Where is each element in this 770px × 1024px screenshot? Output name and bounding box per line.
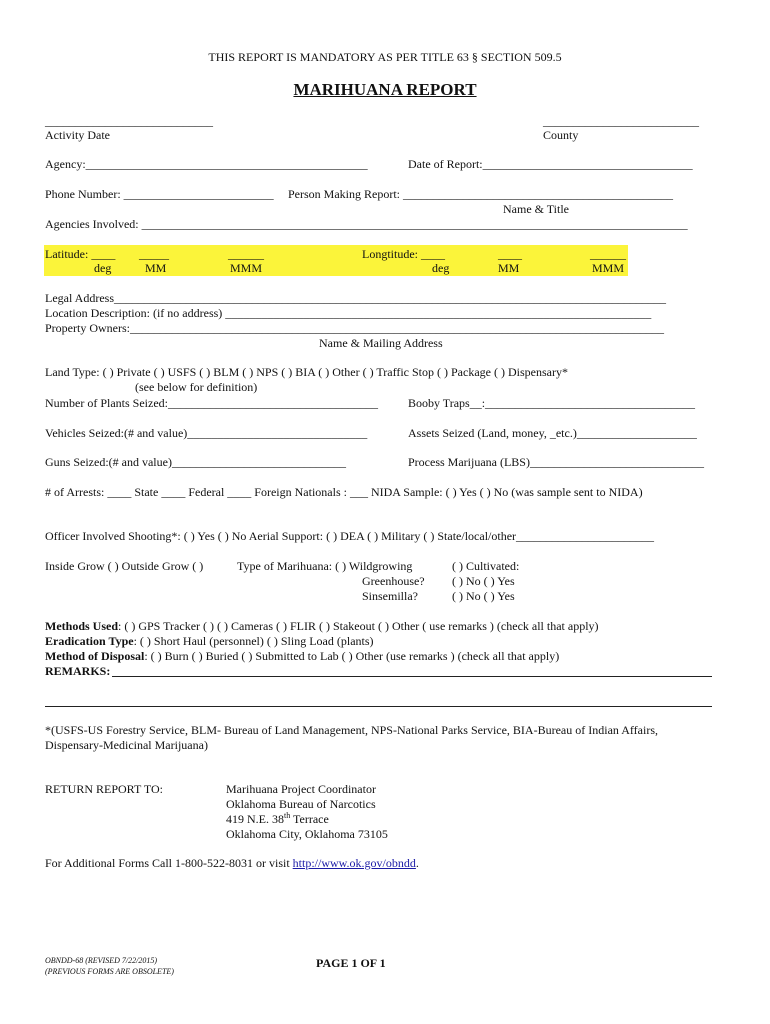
page-number: PAGE 1 OF 1 <box>316 956 386 970</box>
cultivated-option[interactable]: ( ) Cultivated: <box>452 559 520 573</box>
latitude-mm-caption: MM <box>145 261 167 275</box>
methods-used-options[interactable]: : ( ) GPS Tracker ( ) ( ) Cameras ( ) FLIR ( ) Stakeout ( ) Other ( use remarks ) (check all that apply) <box>118 619 599 633</box>
remarks-line-2[interactable] <box>45 706 712 707</box>
methods-used-label: Methods Used <box>45 619 119 633</box>
longitude-mmm-caption: MMM <box>592 261 625 275</box>
activity-date-field[interactable]: ____________________________ <box>45 114 213 128</box>
land-type-note: (see below for definition) <box>135 380 258 394</box>
booby-traps-field[interactable]: Booby Traps__:___________________________________ <box>408 396 696 410</box>
latitude-field[interactable]: Latitude: ____ <box>45 247 116 261</box>
methods-used-row[interactable] <box>45 619 599 633</box>
latitude-mmm-caption: MMM <box>230 261 263 275</box>
plants-seized-field[interactable]: Number of Plants Seized:___________________________________ <box>45 396 378 410</box>
greenhouse-label: Greenhouse? <box>362 574 425 588</box>
longitude-field[interactable]: Longtitude: ____ <box>362 247 445 261</box>
date-of-report-field[interactable]: Date of Report:___________________________________ <box>408 157 693 171</box>
guns-seized-field[interactable]: Guns Seized:(# and value)_____________________________ <box>45 455 346 469</box>
disposal-method-options[interactable]: : ( ) Burn ( ) Buried ( ) Submitted to Lab ( ) Other (use remarks ) (check all that apply) <box>144 649 560 663</box>
footnote-line-2: Dispensary-Medicinal Marijuana) <box>45 738 208 752</box>
disposal-method-row[interactable] <box>45 649 559 663</box>
footnote-line-1: *(USFS-US Forestry Service, BLM- Bureau of Land Management, NPS-National Parks Service, BIA-Bureau of Indian Affairs, <box>45 723 658 737</box>
obndd-website-link[interactable]: http://www.ok.gov/obndd <box>292 856 416 870</box>
eradication-type-options[interactable]: : ( ) Short Haul (personnel) ( ) Sling Load (plants) <box>133 634 374 648</box>
return-report-label: RETURN REPORT TO: <box>45 782 163 796</box>
agencies-involved-field[interactable]: Agencies Involved: ___________________________________________________________________________________________ <box>45 217 688 231</box>
location-description-field[interactable]: Location Description: (if no address) _______________________________________________________________________ <box>45 306 652 320</box>
return-address-line-3: 419 N.E. 38th Terrace <box>226 811 329 826</box>
sinsemilla-options[interactable]: ( ) No ( ) Yes <box>452 589 515 603</box>
remarks-label: REMARKS: <box>45 664 111 678</box>
disposal-method-label: Method of Disposal <box>45 649 145 663</box>
assets-seized-field[interactable]: Assets Seized (Land, money, _etc.)____________________ <box>408 426 697 440</box>
activity-date-label: Activity Date <box>45 128 110 142</box>
return-address-line-4: Oklahoma City, Oklahoma 73105 <box>226 827 388 841</box>
coordinates-highlight <box>44 245 628 276</box>
vehicles-seized-field[interactable]: Vehicles Seized:(# and value)______________________________ <box>45 426 368 440</box>
sinsemilla-label: Sinsemilla? <box>362 589 418 603</box>
return-address-line-2: Oklahoma Bureau of Narcotics <box>226 797 376 811</box>
grow-options[interactable]: Inside Grow ( ) Outside Grow ( ) <box>45 559 204 573</box>
latitude-mm-field[interactable]: _____ <box>139 247 169 261</box>
remarks-line-1[interactable] <box>112 676 712 677</box>
phone-number-field[interactable]: Phone Number: _________________________ <box>45 187 274 201</box>
longitude-mm-caption: MM <box>498 261 520 275</box>
longitude-mm-field[interactable]: ____ <box>498 247 522 261</box>
property-owners-field[interactable]: Property Owners:_________________________________________________________________________________________ <box>45 321 664 335</box>
agency-field[interactable]: Agency:_______________________________________________ <box>45 157 368 171</box>
county-field[interactable]: __________________________ <box>543 114 699 128</box>
mandate-notice: THIS REPORT IS MANDATORY AS PER TITLE 63 § SECTION 509.5 <box>208 50 562 64</box>
greenhouse-options[interactable]: ( ) No ( ) Yes <box>452 574 515 588</box>
form-id: OBNDD-68 (REVISED 7/22/2015) <box>45 956 157 965</box>
obsolete-notice: (PREVIOUS FORMS ARE OBSOLETE) <box>45 967 174 976</box>
page-title: MARIHUANA REPORT <box>293 80 477 99</box>
eradication-type-row[interactable] <box>45 634 374 648</box>
longitude-mmm-field[interactable]: ______ <box>590 247 626 261</box>
marihuana-type-options[interactable]: Type of Marihuana: ( ) Wildgrowing <box>237 559 413 573</box>
latitude-mmm-field[interactable]: ______ <box>228 247 264 261</box>
eradication-type-label: Eradication Type <box>45 634 134 648</box>
legal-address-field[interactable]: Legal Address____________________________________________________________________________________________ <box>45 291 666 305</box>
person-making-report-field[interactable]: Person Making Report: _____________________________________________ <box>288 187 673 201</box>
latitude-deg-caption: deg <box>94 261 112 275</box>
name-mailing-caption: Name & Mailing Address <box>319 336 443 350</box>
longitude-deg-caption: deg <box>432 261 450 275</box>
county-label: County <box>543 128 579 142</box>
process-marijuana-field[interactable]: Process Marijuana (LBS)_____________________________ <box>408 455 704 469</box>
arrests-field[interactable]: # of Arrests: ____ State ____ Federal ____ Foreign Nationals : ___ NIDA Sample: ( ) Yes ( ) No (was sample sent to NIDA) <box>45 485 643 499</box>
officer-shooting-field[interactable]: Officer Involved Shooting*: ( ) Yes ( ) No Aerial Support: ( ) DEA ( ) Military ( ) State/local/other_______________________ <box>45 529 655 543</box>
land-type-options[interactable]: Land Type: ( ) Private ( ) USFS ( ) BLM ( ) NPS ( ) BIA ( ) Other ( ) Traffic Stop ( ) Package ( ) Dispensary* <box>45 365 568 379</box>
additional-forms-text: For Additional Forms Call 1-800-522-8031 or visit http://www.ok.gov/obndd. <box>45 856 419 870</box>
return-address-line-1: Marihuana Project Coordinator <box>226 782 376 796</box>
name-title-caption: Name & Title <box>503 202 570 216</box>
